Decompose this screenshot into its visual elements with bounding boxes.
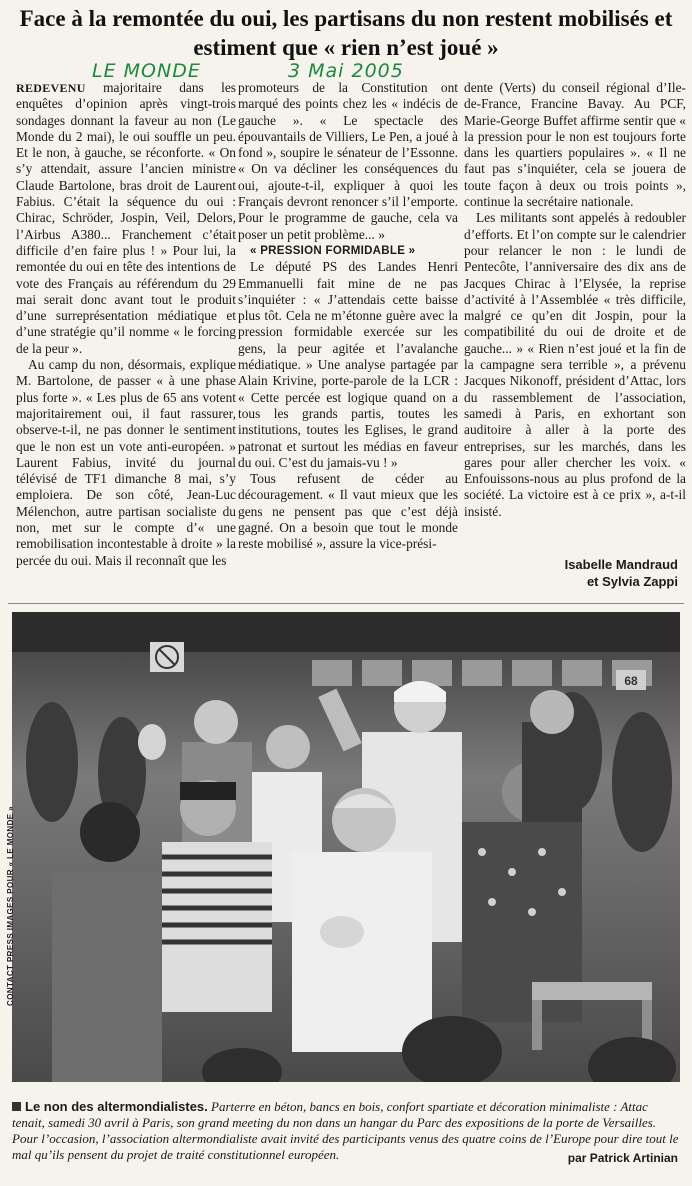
- no-smoking-sign-icon: [150, 642, 184, 672]
- wall-sign-text: 68: [624, 674, 638, 688]
- woman-headscarf: [522, 690, 582, 822]
- handwritten-publication: LE MONDE: [92, 60, 201, 82]
- article-paragraph: Au camp du non, désormais, explique M. Bartolone, de passer « à une phase plus forte ». « Les plus de 65 ans votent majoritairement oui, il faut rassurer, observe-t-il, ne pas donner le sentiment que le non est un vote anti-européen. » Laurent Fabius, invité du journal télévisé de TF1 dimanche 8 mai, s’y emploiera. De son côté, Jean-Luc Mélenchon, autre partisan socialiste du non, met sur le compte d’« une remobilisation incontestable à droite » la percée du oui. Mais il reconnaît que les: [16, 357, 236, 568]
- headline: Face à la remontée du oui, les partisans du non restent mobilisés et estiment que « rien n’est joué »: [19, 6, 673, 60]
- byline-author-1: Isabelle Mandraud: [564, 557, 678, 572]
- article-column-3: [464, 80, 686, 588]
- caption-square-icon: [12, 1102, 21, 1111]
- article-paragraph: dente (Verts) du conseil régional d’Ile-de-France, Francine Bavay. Au PCF, Marie-George Buffet affirme sentir que « la pression pour le non est toujours forte dans les quartiers populaires ». « Il ne faut pas s’inquiéter, cela se jouera de toute façon à deux ou trois points », continue la secrétaire nationale.: [464, 80, 686, 210]
- article-paragraph: Le député PS des Landes Henri Emmanuelli fait mine de ne pas s’inquiéter : « J’attendais cette baisse plus tôt. Cela ne m’étonne guère avec la pression formidable exercée sur les gens, la peur agitée et l’avalanche médiatique. » Une analyse partagée par Alain Krivine, porte-parole de la LCR : « Cette percée est logique quand on a tous les grands partis, toutes les institutions, toutes les Eglises, le grand patronat et surtout les médias en faveur du oui. C’est du jamais-vu ! »: [238, 259, 458, 470]
- article-column-2: [238, 80, 458, 588]
- article-paragraph: Tous refusent de céder au découragement. « Il vaut mieux que les gens ne pensent pas que c’est déjà gagné. On a besoin que tout le monde reste mobilisé », assure la vice-prési-: [238, 471, 458, 552]
- handwritten-date: 3 Mai 2005: [288, 60, 404, 82]
- window-strip: [312, 660, 652, 686]
- article-paragraph: promoteurs de la Constitution ont marqué des points chez les « indécis de gauche ». « Le spectacle des épouvantails de Villiers, Le Pen, a joué à fond », soupire le sénateur de l’Essonne. « On va décliner les conséquences du oui, ajoute-t-il, expliquer à quoi les Français devront renoncer s’il l’emporte. Pour le programme de gauche, cela va poser un petit problème... »: [238, 80, 458, 242]
- caption-title: Le non des altermondialistes.: [25, 1099, 208, 1114]
- byline: [464, 556, 678, 590]
- photo-credit: CONTACT PRESS IMAGES POUR « LE MONDE »: [6, 806, 15, 1006]
- article-column-1: [16, 80, 236, 588]
- byline-author-2: et Sylvia Zappi: [586, 574, 678, 589]
- article-paragraph: [16, 80, 236, 357]
- paragraph-text: majoritaire dans les enquêtes d’opinion après vingt-trois sondages donnant la faveur au non (Le Monde du 2 mai), le oui souffle un peu. Et le non, à gauche, se réconforte. « On s’y attendait, assure l’ancien ministre Claude Bartolone, bras droit de Laurent Fabius. C’était la séquence du oui : Chirac, Schröder, Jospin, Veil, Delors, l’Airbus A380... Franchement c’était difficile d’en faire plus ! » Pour lui, la remontée du oui en tête des intentions de vote des Français au référendum du 29 mai serait donc avant tout le produit d’une surreprésentation médiatique et d’une stratégie qu’il nomme « le forcing de la peur ».: [16, 80, 236, 356]
- ceiling: [12, 612, 680, 652]
- caption-text: Parterre en béton, bancs en bois, confort spartiate et décoration minimaliste : Attac tenait, samedi 30 avril à Paris, son grand meeting du non dans un hangar du Parc des expositions de la porte de Versailles. Pour l’occasion, l’association altermondialiste avait invité des participants venus des quatre coins de l’Europe pour dire tout le mal qu’ils pensent du projet de traité constitutionnel européen.: [12, 1099, 679, 1162]
- photo-illustration: [12, 612, 680, 1082]
- divider: [8, 603, 684, 604]
- article-paragraph: Les militants sont appelés à redoubler d’efforts. Et l’on compte sur le calendrier pour relancer le non : le lundi de Pentecôte, l’anniversaire des dix ans de Jacques Chirac à l’Elysée, la reprise d’activité à l’Assemblée « très difficile, malgré ce qu’en dit Jospin, pour la compatibilité du oui de droite et de gauche... » « Rien n’est joué et la fin de la campagne sera terrible », a prévenu Jacques Nikonoff, président d’Attac, lors du rassemblement de l’association, samedi à Paris, en exhortant son auditoire à aller à la porte des entreprises, sur les marchés, dans les gares pour aller chercher les voix. « Enfouissons-nous au plus profond de la société. La victoire est à ce prix », a-t-il insisté.: [464, 210, 686, 519]
- meeting-photo: [12, 612, 680, 1082]
- wall-sign: [616, 670, 646, 690]
- lead-word: REDEVENU: [16, 81, 86, 95]
- crosshead: « PRESSION FORMIDABLE »: [250, 244, 416, 257]
- photographer-credit: par Patrick Artinian: [567, 1151, 678, 1165]
